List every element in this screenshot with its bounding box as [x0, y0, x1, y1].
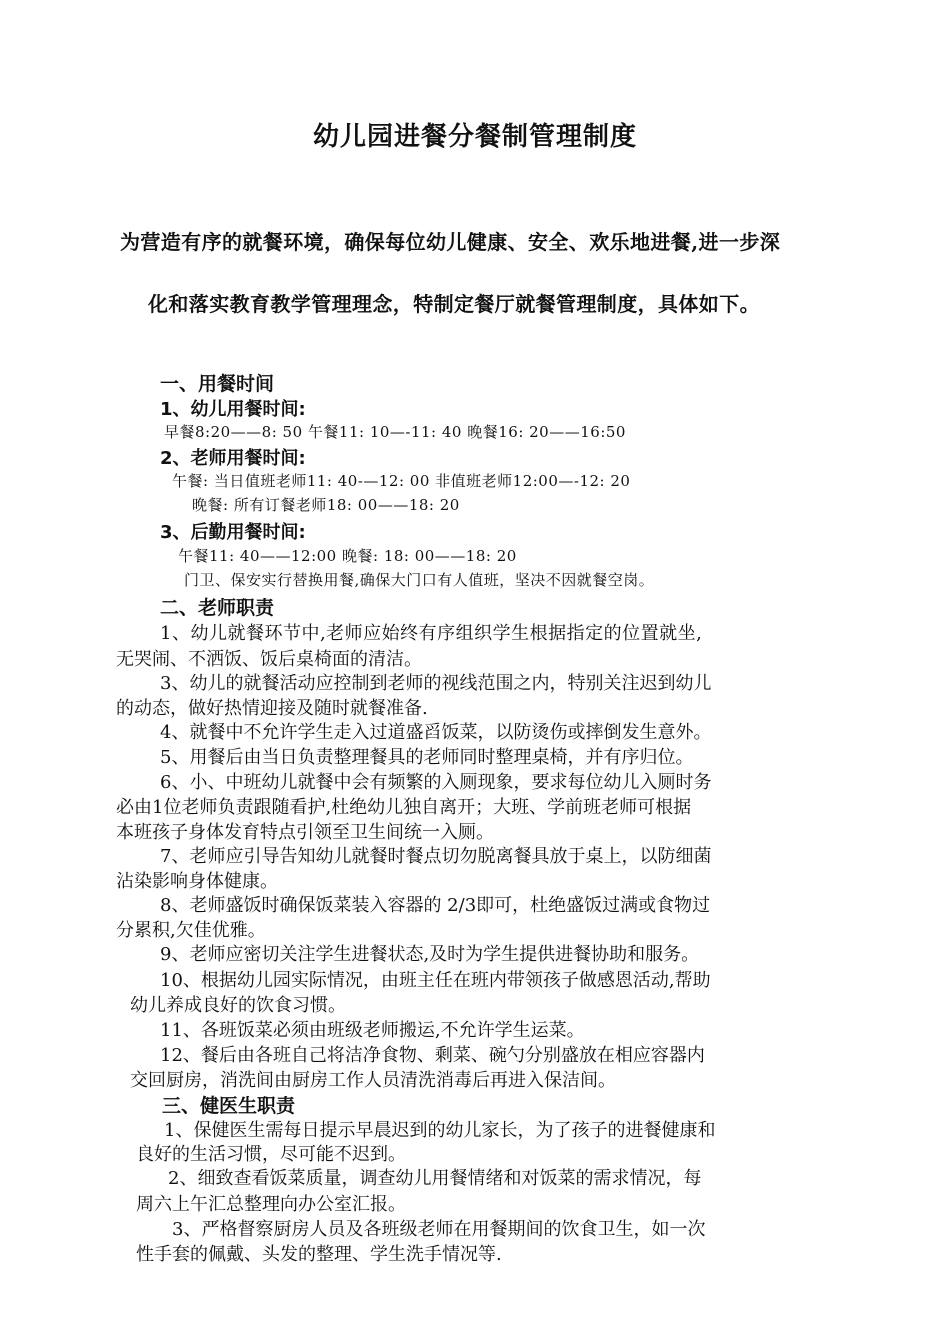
teacher-duty-line: 10、根据幼儿园实际情况，由班主任在班内带领孩子做感恩活动,帮助 — [160, 970, 711, 991]
teacher-dinner-times: 晚餐: 所有订餐老师18: 00——18: 20 — [192, 496, 460, 514]
teacher-duty-line: 7、老师应引导告知幼儿就餐时餐点切勿脱离餐具放于桌上，以防细菌 — [160, 846, 712, 867]
teacher-duty-line: 3、幼儿的就餐活动应控制到老师的视线范围之内，特别关注迟到幼儿 — [160, 673, 712, 694]
intro-line-1: 为营造有序的就餐环境，确保每位幼儿健康、安全、欢乐地进餐,进一步深 — [120, 230, 781, 254]
teacher-duty-line: 交回厨房，消洗间由厨房工作人员清洗消毒后再进入保洁间。 — [130, 1070, 616, 1091]
teacher-duty-line: 5、用餐后由当日负责整理餐具的老师同时整理桌椅，并有序归位。 — [160, 747, 694, 768]
teacher-duty-line: 本班孩子身体发育特点引领至卫生间统一入厕。 — [116, 822, 494, 843]
teacher-duty-line: 11、各班饭菜必须由班级老师搬运,不允许学生运菜。 — [160, 1020, 585, 1041]
teacher-duty-line: 6、小、中班幼儿就餐中会有频繁的入厕现象，要求每位幼儿入厕时务 — [160, 772, 712, 793]
teacher-duty-line: 4、就餐中不允许学生走入过道盛舀饭菜，以防烫伤或摔倒发生意外。 — [160, 722, 712, 743]
staff-meal-times: 午餐11: 40——12:00 晚餐: 18: 00——18: 20 — [178, 547, 517, 565]
section-3-heading: 三、健医生职责 — [162, 1095, 296, 1117]
intro-line-2: 化和落实教育教学管理理念，特制定餐厅就餐管理制度，具体如下。 — [148, 292, 760, 316]
teacher-duty-line: 必由1位老师负责跟随看护,杜绝幼儿独自离开；大班、学前班老师可根据 — [116, 797, 692, 818]
teacher-duty-line: 无哭闹、不洒饭、饭后桌椅面的清洁。 — [116, 649, 422, 670]
teacher-duty-line: 幼儿养成良好的饮食习惯。 — [130, 995, 346, 1016]
doctor-duty-line: 良好的生活习惯，尽可能不迟到。 — [136, 1144, 406, 1165]
section-2-heading: 二、老师职责 — [160, 597, 275, 619]
staff-note: 门卫、保安实行替换用餐,确保大门口有人值班，坚决不因就餐空岗。 — [184, 571, 655, 589]
teacher-duty-line: 分累积,欠佳优雅。 — [116, 920, 266, 941]
teacher-meal-heading: 2、老师用餐时间: — [160, 448, 306, 469]
teacher-duty-line: 的动态，做好热情迎接及随时就餐准备. — [116, 698, 428, 719]
document-title: 幼儿园进餐分餐制管理制度 — [312, 122, 637, 152]
child-meal-times: 早餐8:20——8: 50 午餐11: 10—-11: 40 晚餐16: 20——16:50 — [164, 423, 626, 441]
teacher-duty-line: 9、老师应密切关注学生进餐状态,及时为学生提供进餐协助和服务。 — [160, 944, 700, 965]
teacher-lunch-times: 午餐: 当日值班老师11: 40-—12: 00 非值班老师12:00—-12: 20 — [172, 472, 631, 490]
doctor-duty-line: 1、保健医生需每日提示早晨迟到的幼儿家长，为了孩子的进餐健康和 — [164, 1120, 716, 1141]
doctor-duty-line: 2、细致查看饭菜质量，调查幼儿用餐情绪和对饭菜的需求情况，每 — [168, 1168, 702, 1189]
teacher-duty-line: 沾染影响身体健康。 — [116, 871, 278, 892]
doctor-duty-line: 周六上午汇总整理向办公室汇报。 — [136, 1194, 406, 1215]
doctor-duty-line: 性手套的佩戴、头发的整理、学生洗手情况等. — [136, 1244, 502, 1265]
doctor-duty-line: 3、严格督察厨房人员及各班级老师在用餐期间的饮食卫生，如一次 — [172, 1219, 706, 1240]
teacher-duty-line: 12、餐后由各班自己将洁净食物、剩菜、碗勺分别盛放在相应容器内 — [160, 1045, 705, 1066]
section-1-heading: 一、用餐时间 — [160, 373, 275, 395]
staff-meal-heading: 3、后勤用餐时间: — [160, 522, 306, 543]
child-meal-heading: 1、幼儿用餐时间: — [160, 399, 306, 420]
teacher-duty-line: 1、幼儿就餐环节中,老师应始终有序组织学生根据指定的位置就坐, — [160, 623, 703, 644]
teacher-duty-line: 8、老师盛饭时确保饭菜装入容器的 2/3即可，杜绝盛饭过满或食物过 — [160, 895, 711, 916]
